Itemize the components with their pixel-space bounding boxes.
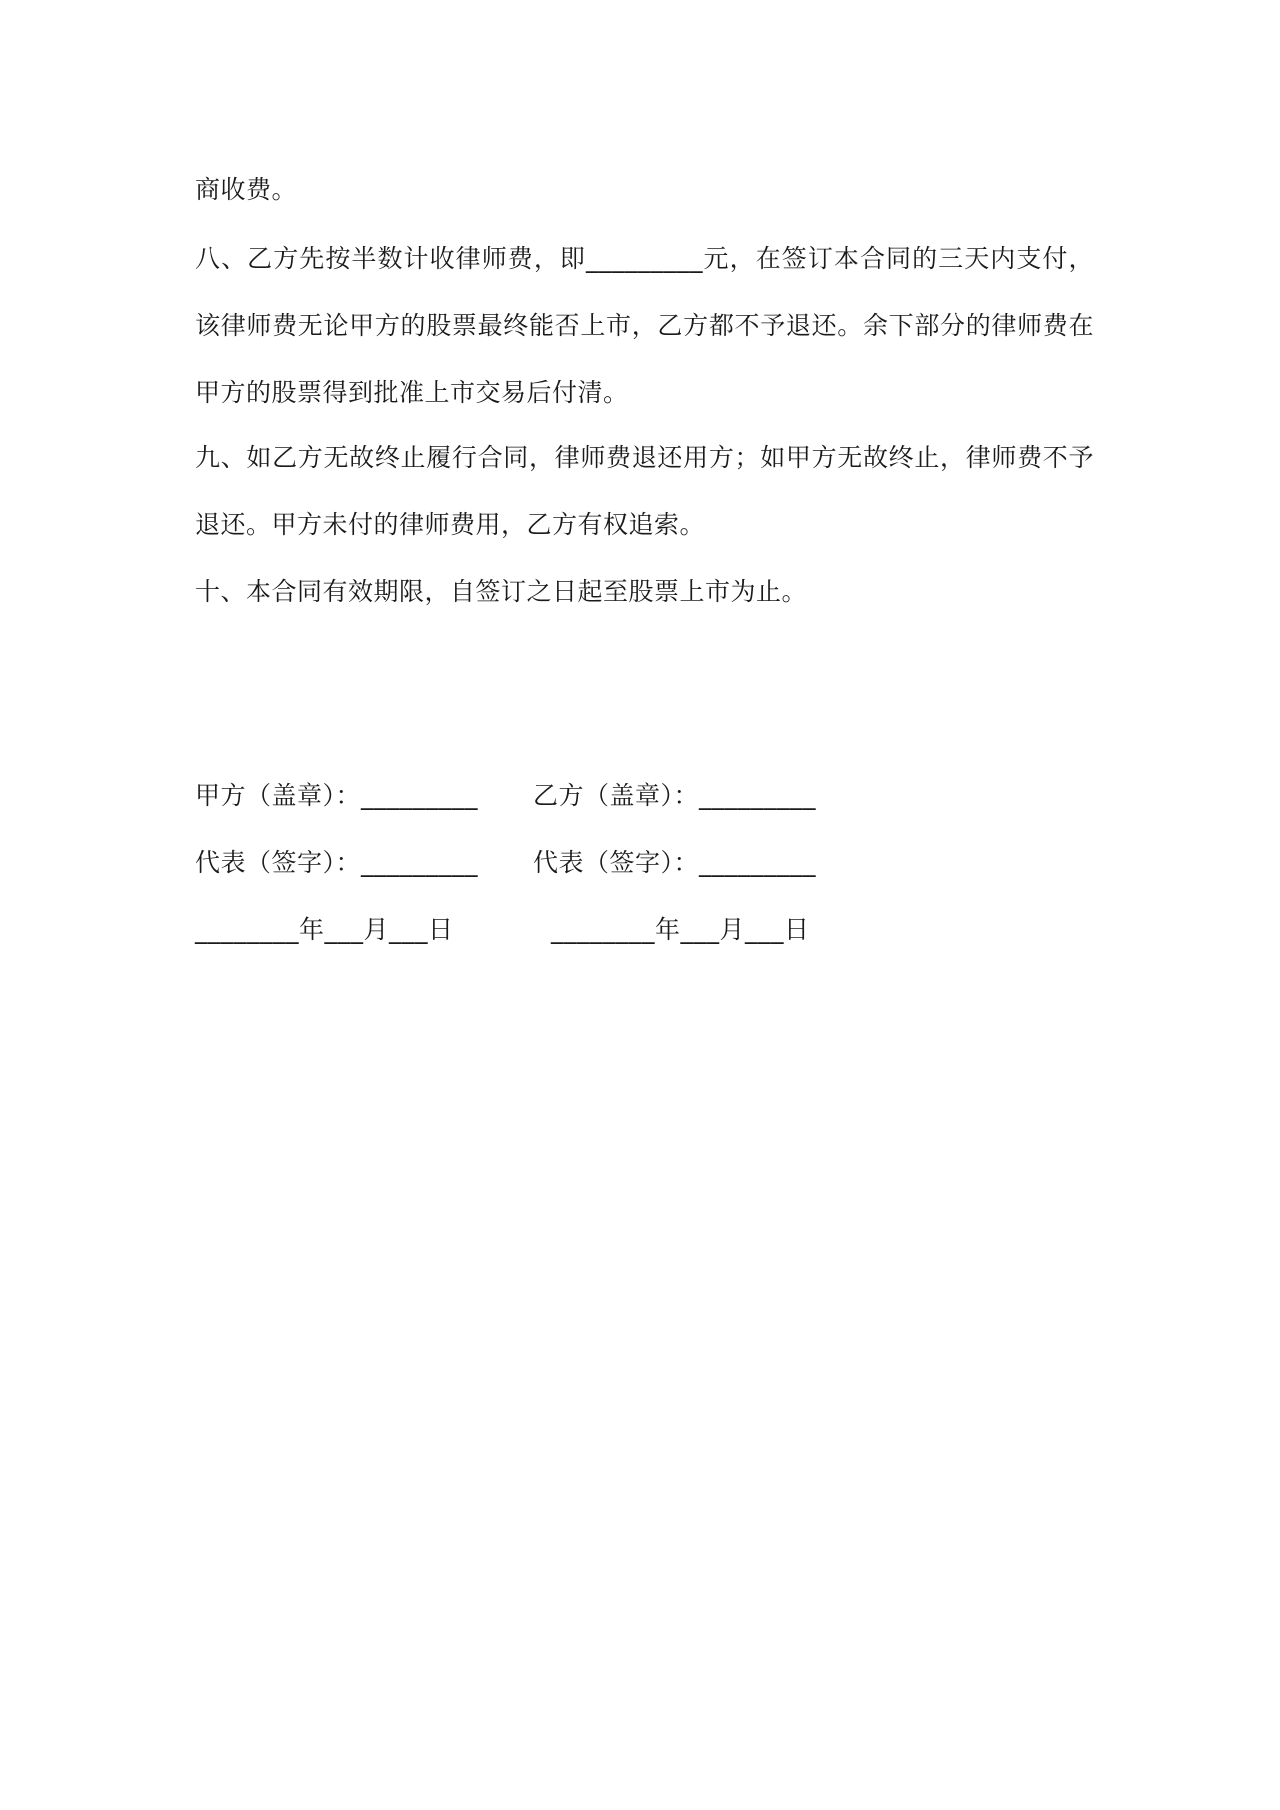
clause-8-line-1: 八、乙方先按半数计收律师费，即_________元，在签订本合同的三天内支付， <box>195 244 1094 273</box>
party-b-representative-field: 代表（签字）：_________ <box>533 848 817 877</box>
clause-9-line-2: 退还。甲方未付的律师费用，乙方有权追索。 <box>195 510 706 539</box>
party-a-seal-field: 甲方（盖章）：_________ <box>195 781 479 810</box>
party-b-date-field: ________年___月___日 <box>551 915 810 944</box>
party-a-representative-field: 代表（签字）：_________ <box>195 848 479 877</box>
paragraph-line-1: 商收费。 <box>195 175 298 204</box>
party-b-seal-field: 乙方（盖章）：_________ <box>533 781 817 810</box>
clause-10-line-1: 十、本合同有效期限，自签订之日起至股票上市为止。 <box>195 577 808 606</box>
party-a-date-field: ________年___月___日 <box>195 915 454 944</box>
clause-8-line-3: 甲方的股票得到批准上市交易后付清。 <box>195 378 629 407</box>
clause-9-line-1: 九、如乙方无故终止履行合同，律师费退还用方；如甲方无故终止，律师费不予 <box>195 443 1094 472</box>
clause-8-line-2: 该律师费无论甲方的股票最终能否上市，乙方都不予退还。余下部分的律师费在 <box>195 311 1094 340</box>
